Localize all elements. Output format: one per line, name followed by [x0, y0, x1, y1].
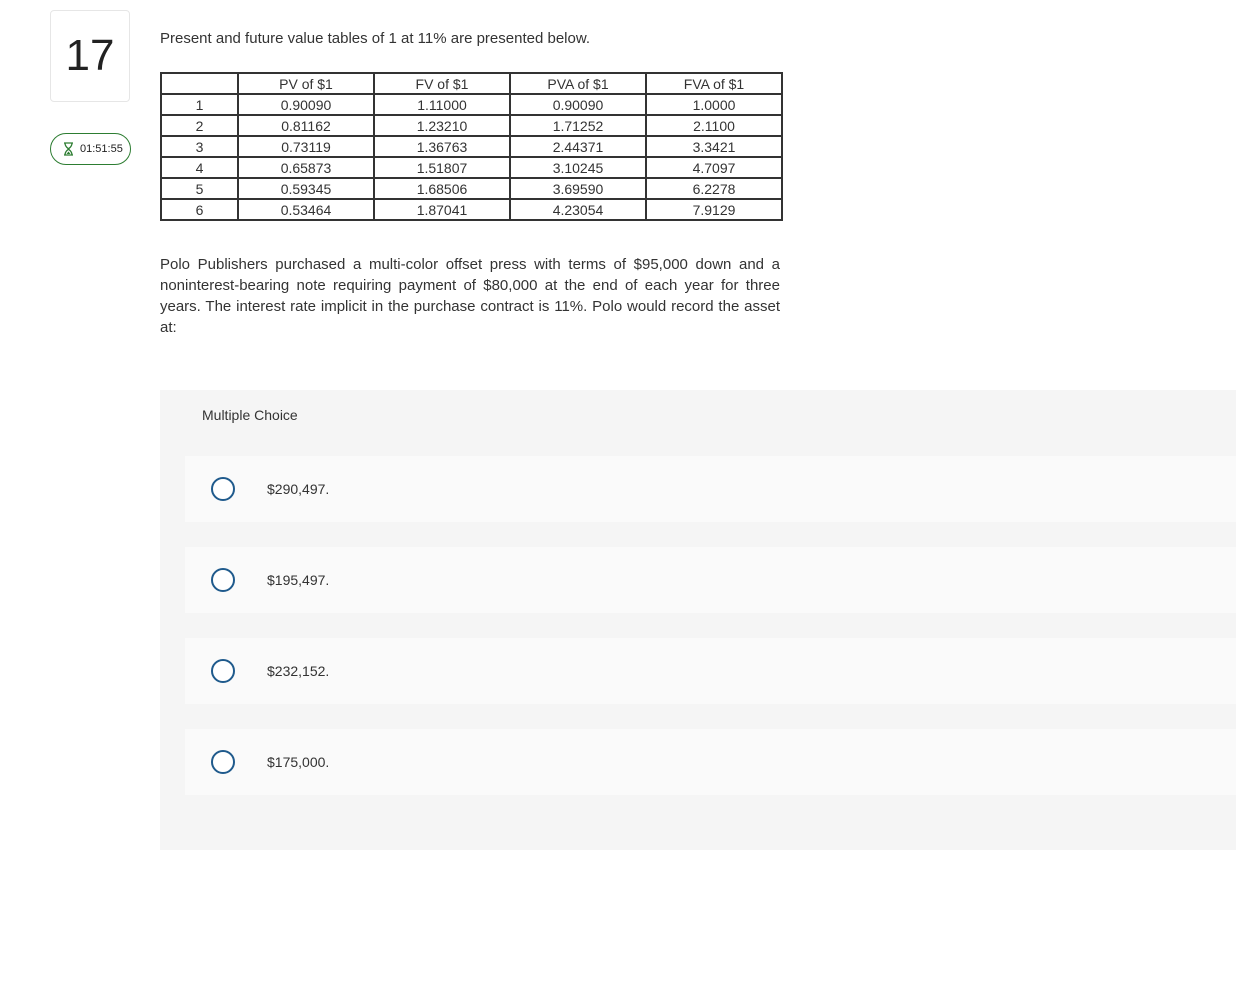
header-cell — [161, 73, 238, 94]
table-cell: 1.51807 — [374, 157, 510, 178]
table-cell: 0.65873 — [238, 157, 374, 178]
header-cell: PVA of $1 — [510, 73, 646, 94]
table-cell: 2.1100 — [646, 115, 782, 136]
table-cell: 5 — [161, 178, 238, 199]
table-cell: 4.23054 — [510, 199, 646, 220]
table-header-row — [161, 73, 782, 94]
radio-button[interactable] — [211, 659, 235, 683]
answer-label[interactable]: $175,000. — [267, 754, 330, 770]
table-cell: 3 — [161, 136, 238, 157]
header-cell: FV of $1 — [374, 73, 510, 94]
timer-badge[interactable] — [50, 133, 131, 165]
timer-text: 01:51:55 — [80, 143, 123, 155]
table-cell: 2 — [161, 115, 238, 136]
table-cell: 0.90090 — [238, 94, 374, 115]
answer-option[interactable] — [185, 547, 1236, 613]
table-cell: 3.69590 — [510, 178, 646, 199]
table-cell: 0.90090 — [510, 94, 646, 115]
table-cell: 1.23210 — [374, 115, 510, 136]
table-row — [161, 157, 782, 178]
header-cell: PV of $1 — [238, 73, 374, 94]
table-cell: 1.36763 — [374, 136, 510, 157]
radio-button[interactable] — [211, 750, 235, 774]
table-cell: 1.11000 — [374, 94, 510, 115]
answer-option[interactable] — [185, 729, 1236, 795]
table-cell: 3.10245 — [510, 157, 646, 178]
table-row — [161, 94, 782, 115]
radio-button[interactable] — [211, 568, 235, 592]
table-row — [161, 115, 782, 136]
table-cell: 1.71252 — [510, 115, 646, 136]
table-cell: 7.9129 — [646, 199, 782, 220]
question-number: 17 — [50, 10, 130, 102]
table-cell: 2.44371 — [510, 136, 646, 157]
question-text: Polo Publishers purchased a multi-color offset press with terms of $95,000 down and a noninterest-bearing note requiring payment of $80,000 at the end of each year for three years. The interest rate implicit in the purchase contract is 11%. Polo would record the asset at: — [160, 256, 780, 336]
table-cell: 3.3421 — [646, 136, 782, 157]
radio-button[interactable] — [211, 477, 235, 501]
header-cell: FVA of $1 — [646, 73, 782, 94]
table-cell: 1.68506 — [374, 178, 510, 199]
value-table — [160, 72, 783, 221]
table-cell: 6 — [161, 199, 238, 220]
table-cell: 0.53464 — [238, 199, 374, 220]
hourglass-icon — [63, 142, 74, 156]
table-row — [161, 178, 782, 199]
table-cell: 6.2278 — [646, 178, 782, 199]
table-cell: 1.87041 — [374, 199, 510, 220]
multiple-choice-panel — [160, 390, 1236, 850]
answer-option[interactable] — [185, 638, 1236, 704]
table-cell: 4 — [161, 157, 238, 178]
answer-label[interactable]: $195,497. — [267, 572, 330, 588]
multiple-choice-header: Multiple Choice — [202, 407, 298, 423]
table-cell: 0.59345 — [238, 178, 374, 199]
table-cell: 1 — [161, 94, 238, 115]
table-cell: 1.0000 — [646, 94, 782, 115]
table-row — [161, 136, 782, 157]
question-intro: Present and future value tables of 1 at 11% are presented below. — [160, 30, 591, 47]
table-row — [161, 199, 782, 220]
table-cell: 0.73119 — [238, 136, 374, 157]
table-cell: 0.81162 — [238, 115, 374, 136]
answer-option[interactable] — [185, 456, 1236, 522]
answer-label[interactable]: $232,152. — [267, 663, 330, 679]
answer-label[interactable]: $290,497. — [267, 481, 330, 497]
table-cell: 4.7097 — [646, 157, 782, 178]
